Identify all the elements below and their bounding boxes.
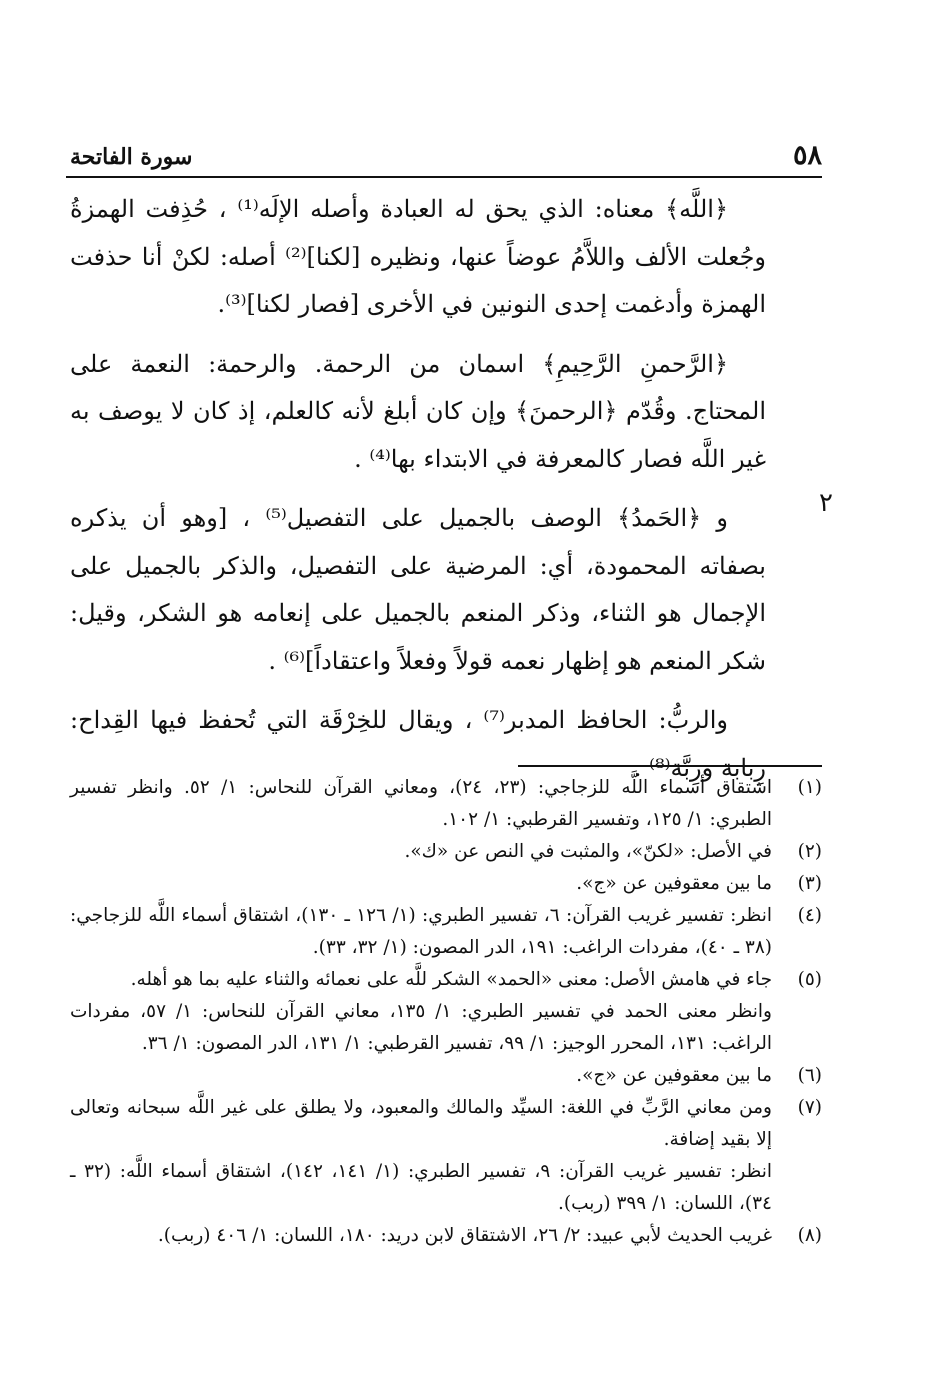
footnote: [70, 772, 822, 836]
footnote-text: انظر: تفسير غريب القرآن: ٦، تفسير الطبري: (١/ ١٢٦ ـ ١٣٠)، اشتقاق أسماء اللَّه للزجاجي: (٣٨ ـ ٤٠)، مفردات الراغب: ١٩١، الدر المصون: (١/ ٣٢، ٣٣).: [70, 905, 773, 958]
footnote-number: (٧): [797, 1097, 822, 1118]
footnotes: [70, 772, 822, 1252]
footnote-number: (١): [797, 777, 822, 798]
footnote: [70, 836, 822, 868]
footnote: [70, 1220, 822, 1252]
footnote-number: (٨): [797, 1225, 822, 1246]
verse-number: ٢: [819, 488, 833, 518]
footnote-number: (٦): [797, 1065, 822, 1086]
footnote-text: في الأصل: «لكنّ»، والمثبت في النص عن «ك».: [404, 841, 772, 862]
footnote-text: اشتقاق أسماء اللَّه للزجاجي: (٢٣، ٢٤)، ومعاني القرآن للنحاس: ١/ ٥٢. وانظر تفسير الطبري: ١/ ١٢٥، وتفسير القرطبي: ١/ ١٠٢.: [70, 777, 772, 830]
running-header: [70, 140, 822, 176]
page-number: ٥٨: [792, 140, 822, 171]
footnote-text: غريب الحديث لأبي عبيد: ٢/ ٢٦، الاشتقاق لابن دريد: ١٨٠، اللسان: ١/ ٤٠٦ (ربب).: [157, 1225, 772, 1246]
footnote-text: ومن معاني الرَّبِّ في اللغة: السيِّد والمالك والمعبود، ولا يطلق على غير اللَّه سبحانه وتعالى إلا بقيد إضافة.: [70, 1097, 772, 1150]
footnote-text: جاء في هامش الأصل: معنى «الحمد» الشكر للَّه على نعمائه والثناء عليه بما هو أهله.: [130, 969, 772, 990]
footnote-number: (٤): [797, 905, 822, 926]
paragraph-hamd: و ﴿الحَمدُ﴾ الوصف بالجميل على التفصيل⁽⁵⁾ ، [وهو أن يذكره بصفاته المحمودة، أي: المرضية على التفصيل، والذكر بالجميل على الإجمال هو الثناء، وذكر المنعم بالجميل على إنعامه هو الشكر، وقيل: شكر المنعم هو إظهار نعمه قولاً وفعلاً واعتقاداً]⁽⁶⁾ .: [70, 504, 766, 675]
footnote-number: (٥): [797, 969, 822, 990]
footnote: [70, 964, 822, 1060]
footnote: [70, 900, 822, 964]
footnote-number: (٢): [797, 841, 822, 862]
paragraph-rabb: والربُّ: الحافظ المدبر⁽⁷⁾ ، ويقال للخِرْقَة التي تُحفظ فيها القِداح: رِبابة ورِبَّة⁽⁸⁾ .: [70, 706, 766, 782]
footnote-rule: [518, 765, 822, 767]
footnote-text: ما بين معقوفين عن «ج».: [576, 873, 772, 894]
chapter-title: سورة الفاتحة: [70, 144, 193, 170]
footnote: [70, 1092, 822, 1220]
main-text: [70, 186, 766, 804]
paragraph-allah: ﴿اللَّه﴾ معناه: الذي يحق له العبادة وأصله الإلَه⁽¹⁾ ، حُذِفت الهمزةُ وجُعلت الألف واللاَّمُ عوضاً عنها، ونظيره [لكنا]⁽²⁾ أصله: لكنْ أنا حذفت الهمزة وأدغمت إحدى النونين في الأخرى [فصار لكنا]⁽³⁾.: [70, 195, 766, 318]
footnote-text: انظر: تفسير غريب القرآن: ٩، تفسير الطبري: (١/ ١٤١، ١٤٢)، اشتقاق أسماء اللَّه: (٣٢ ـ ٣٤)، اللسان: ١/ ٣٩٩ (ربب).: [70, 1161, 773, 1214]
header-rule: [66, 176, 822, 178]
footnote-text: وانظر معنى الحمد في تفسير الطبري: ١/ ١٣٥، معاني القرآن للنحاس: ١/ ٥٧، مفردات الراغب: ١٣١، المحرر الوجيز: ١/ ٩٩، تفسير القرطبي: ١/ ١٣١، الدر المصون: ١/ ٣٦.: [70, 1001, 772, 1054]
footnote: [70, 1060, 822, 1092]
footnote-number: (٣): [797, 873, 822, 894]
footnote: [70, 868, 822, 900]
footnote-text: ما بين معقوفين عن «ج».: [576, 1065, 772, 1086]
paragraph-rahman-rahim: ﴿الرَّحمنِ الرَّحِيمِ﴾ اسمان من الرحمة. والرحمة: النعمة على المحتاج. وقُدّم ﴿الرحمنَ﴾ وإن كان أبلغ لأنه كالعلم، إذ كان لا يوصف به غير اللَّه فصار كالمعرفة في الابتداء بها⁽⁴⁾ .: [70, 349, 766, 473]
